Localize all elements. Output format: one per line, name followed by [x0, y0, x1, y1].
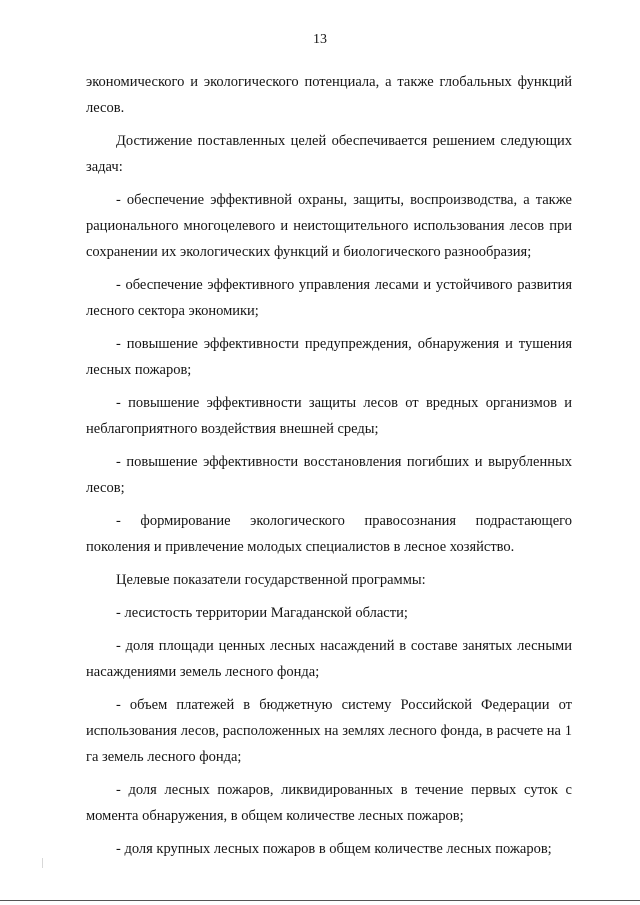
document-body: [86, 69, 572, 869]
task-item-forest-restoration: - повышение эффективности восстановления погибших и вырубленных лесов;: [86, 454, 572, 496]
indicator-item-fires-first-day: - доля лесных пожаров, ликвидированных в течение первых суток с момента обнаружения, в общем количестве лесных пожаров;: [86, 782, 572, 824]
indicator-item-forest-cover: - лесистость территории Магаданской области;: [116, 605, 408, 621]
task-item-forest-management: - обеспечение эффективного управления лесами и устойчивого развития лесного сектора экономики;: [86, 277, 572, 319]
indicator-item-budget-payments: - объем платежей в бюджетную систему Российской Федерации от использования лесов, расположенных на землях лесного фонда, в расчете на 1 га земель лесного фонда;: [86, 697, 572, 765]
scan-artifact: [42, 858, 43, 868]
task-item-ecological-awareness: - формирование экологического правосознания подрастающего поколения и привлечение молодых специалистов в лесное хозяйство.: [86, 513, 572, 555]
paragraph-continuation: экономического и экологического потенциала, а также глобальных функций лесов.: [86, 74, 572, 116]
target-indicators-heading: Целевые показатели государственной программы:: [116, 572, 426, 588]
task-item-pest-protection: - повышение эффективности защиты лесов от вредных организмов и неблагоприятного воздействия внешней среды;: [86, 395, 572, 437]
indicator-item-valuable-plantations: - доля площади ценных лесных насаждений в составе занятых лесными насаждениями земель лесного фонда;: [86, 638, 572, 680]
paragraph-goals-intro: Достижение поставленных целей обеспечивается решением следующих задач:: [86, 133, 572, 175]
task-item-fire-prevention: - повышение эффективности предупреждения, обнаружения и тушения лесных пожаров;: [86, 336, 572, 378]
task-item-forest-protection: - обеспечение эффективной охраны, защиты, воспроизводства, а также рационального многоцелевого и неистощительного использования лесов при сохранении их экологических функций и биологического разнообразия;: [86, 192, 572, 260]
page-number: 13: [313, 32, 327, 47]
indicator-item-large-fires: - доля крупных лесных пожаров в общем количестве лесных пожаров;: [116, 841, 552, 857]
page-bottom-edge: [0, 900, 640, 901]
